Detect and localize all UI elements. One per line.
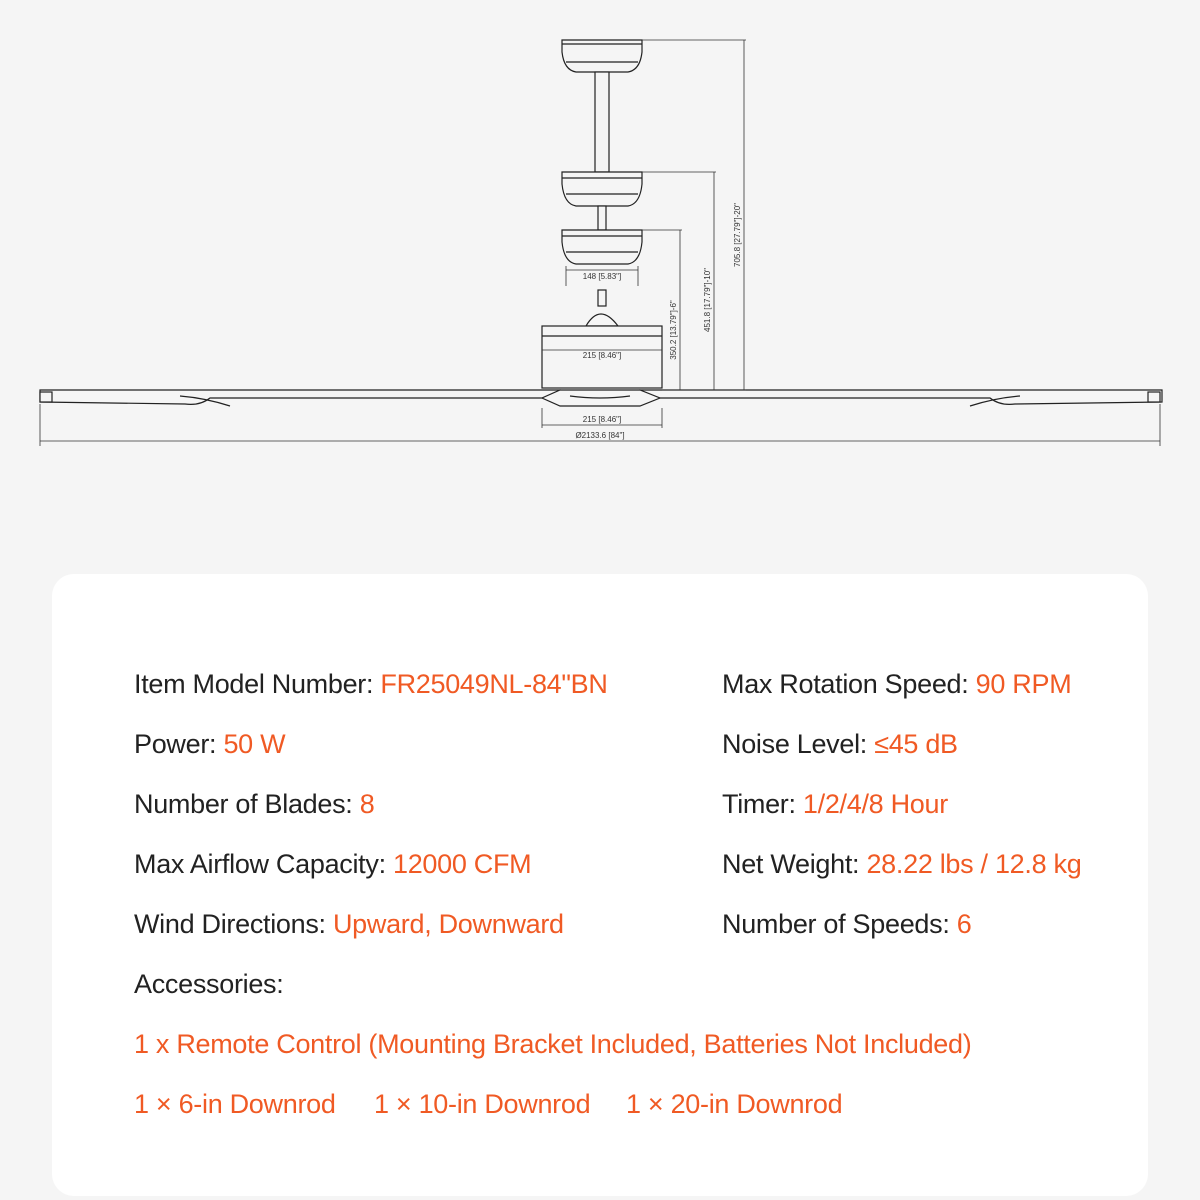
spec-value: 90 RPM	[975, 669, 1072, 699]
spec-value: FR25049NL-84"BN	[380, 669, 608, 699]
spec-label: Net Weight:	[722, 849, 867, 879]
accessory-downrod-10in: 1 × 10-in Downrod	[374, 1089, 591, 1119]
dim-bottom-width: 215 [8.46"]	[582, 415, 622, 424]
ceiling-canopy	[562, 40, 642, 72]
dim-drop-10in: 451.8 [17.79"]-10"	[703, 268, 712, 332]
spec-label: Timer:	[722, 789, 803, 819]
accessory-downrod-20in: 1 × 20-in Downrod	[626, 1089, 843, 1119]
spec-label: Number of Speeds:	[722, 909, 957, 939]
accessory-downrod-6in: 1 × 6-in Downrod	[134, 1089, 336, 1119]
spec-timer	[722, 789, 948, 820]
spec-value: Upward, Downward	[332, 909, 564, 939]
spec-value: 1/2/4/8 Hour	[802, 789, 948, 819]
spec-value: 50 W	[223, 729, 286, 759]
spec-value: 12000 CFM	[392, 849, 532, 879]
accessory-remote: 1 x Remote Control (Mounting Bracket Included, Batteries Not Included)	[134, 1029, 972, 1059]
spec-noise-level	[722, 729, 958, 760]
spec-label: Max Rotation Speed:	[722, 669, 976, 699]
blade-right	[640, 390, 1162, 404]
dim-drop-20in: 705.8 [27.79"]-20"	[733, 203, 742, 267]
spec-label: Wind Directions:	[134, 909, 333, 939]
dim-drop-6in: 350.2 [13.79"]-6"	[669, 300, 678, 360]
spec-card	[52, 574, 1148, 1196]
accessories-heading: Accessories:	[134, 969, 284, 999]
spec-airflow	[134, 849, 531, 880]
spec-value: ≤45 dB	[874, 729, 958, 759]
spec-label: Number of Blades:	[134, 789, 360, 819]
blade-left	[40, 390, 560, 404]
dim-span: Ø2133.6 [84"]	[575, 431, 625, 440]
canopy-mid	[562, 172, 642, 206]
spec-label: Noise Level:	[722, 729, 875, 759]
spec-speeds	[722, 909, 971, 940]
spec-value: 8	[359, 789, 375, 819]
spec-label: Max Airflow Capacity:	[134, 849, 393, 879]
spec-value: 6	[956, 909, 972, 939]
spec-blades	[134, 789, 374, 820]
spec-wind-directions	[134, 909, 564, 940]
spec-net-weight	[722, 849, 1081, 880]
downrod-20in	[595, 72, 609, 172]
canopy-low	[562, 230, 642, 264]
spec-model-number	[134, 669, 608, 700]
spec-power	[134, 729, 285, 760]
spec-value: 28.22 lbs / 12.8 kg	[866, 849, 1082, 879]
dim-top-width: 148 [5.83"]	[582, 272, 622, 281]
spec-label: Power:	[134, 729, 224, 759]
spec-label: Item Model Number:	[134, 669, 381, 699]
dim-motor-width: 215 [8.46"]	[582, 351, 622, 360]
spec-rotation-speed	[722, 669, 1071, 700]
fan-dimension-diagram	[0, 0, 1200, 460]
